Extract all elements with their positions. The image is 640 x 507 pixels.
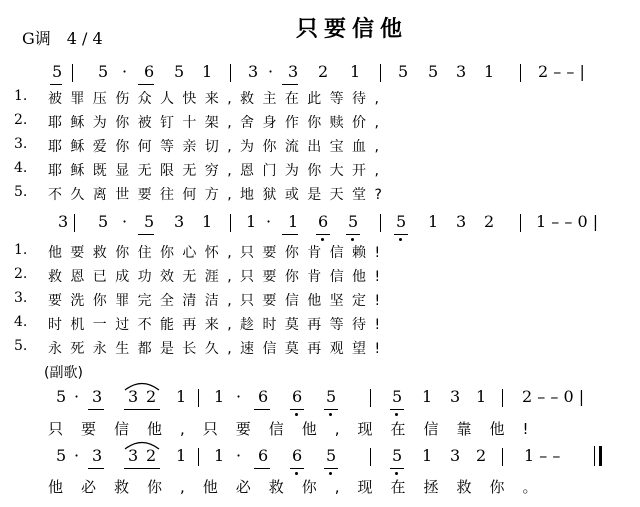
page-title: 只要信他 (296, 17, 409, 42)
key-signature: G调 4 / 4 (22, 29, 103, 48)
chorus-label: (副歌) (44, 365, 83, 381)
verse-b-notation: 3 5 · 5 3 1 1 · 1 6 5 5 1 3 2 1 – – 0 | (50, 212, 610, 234)
chorus-notation-1: 5 · 3 3 2 1 1 · 6 6 5 5 1 3 1 2 – – 0 | (50, 385, 610, 409)
chorus-notation-2: 5 · 3 3 2 1 1 · 6 6 5 5 1 3 2 1 – – (50, 444, 610, 468)
chorus-lyric-1: 只要信他,只要信他,现在信靠他! (48, 420, 547, 438)
verse-a-notation: 5 5 · 6 5 1 3 · 3 2 1 5 5 3 1 2 – – | (50, 62, 610, 84)
verse-a-notation-text (0, 0, 1, 1)
chorus-lyric-2: 他必救你,他必救你,现在拯救你。 (48, 478, 556, 496)
